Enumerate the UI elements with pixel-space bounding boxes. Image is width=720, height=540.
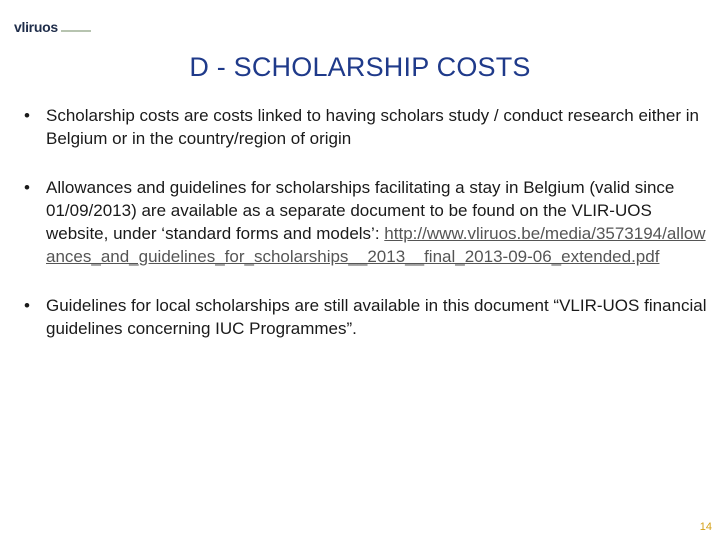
bullet-text-1: Scholarship costs are costs linked to having scholars study / conduct research either in Belgium or in the country/region of origin xyxy=(46,106,699,148)
logo-tagline-mark xyxy=(61,30,91,32)
bullet-item-3 xyxy=(24,294,714,340)
bullet-item-1 xyxy=(24,104,714,150)
bullet-item-2 xyxy=(24,176,714,268)
bullet-marker-icon: • xyxy=(24,106,30,125)
bullet-list xyxy=(24,104,714,366)
guidelines-pdf-link[interactable]: http://www.vliruos.be/media/3573194/allowances_and_guidelines_for_scholarships__2013__final_2013-09-06_extended.pdf xyxy=(46,224,706,266)
bullet-text-3: Guidelines for local scholarships are still available in this document “VLIR-UOS financial guidelines concerning IUC Programmes”. xyxy=(46,296,707,338)
bullet-marker-icon: • xyxy=(24,178,30,197)
bullet-text-2-container xyxy=(46,176,714,268)
page-number: 14 xyxy=(699,521,712,533)
logo-brand-text: vliruos xyxy=(14,19,58,35)
slide-title: D - SCHOLARSHIP COSTS xyxy=(189,52,531,82)
vliruos-logo xyxy=(14,16,100,38)
bullet-marker-icon: • xyxy=(24,296,30,315)
bullet-text-2: Allowances and guidelines for scholarships facilitating a stay in Belgium (valid since 01/09/2013) are available as a separate document to be found on the VLIR-UOS website, under ‘standard forms and models’: xyxy=(46,178,675,243)
